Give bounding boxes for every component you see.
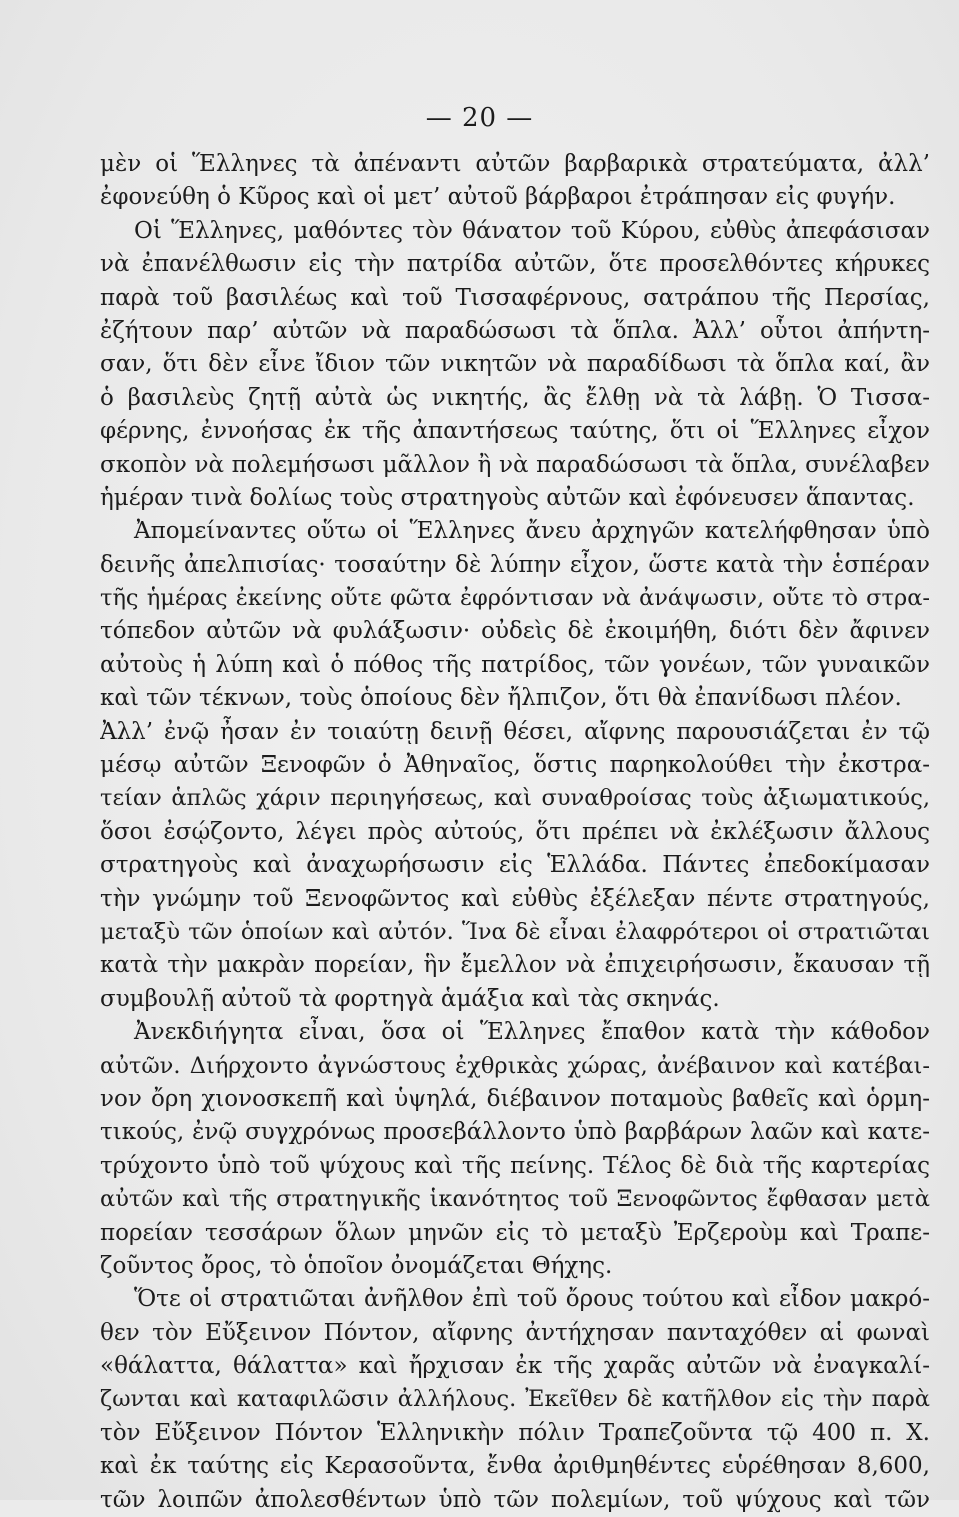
text-line: ἐφονεύθη ὁ Κῦρος καὶ οἱ μετ’ αὐτοῦ βάρβαροι ἐτράπησαν εἰς φυγήν. xyxy=(100,184,896,211)
text-line: σαν, ὅτι δὲν εἶνε ἴδιον τῶν νικητῶν νὰ παραδίδωσι τὰ ὅπλα καί, ἂν xyxy=(100,351,930,378)
text-line: «θάλαττα, θάλαττα» καὶ ἤρχισαν ἐκ τῆς χαρᾶς αὐτῶν νὰ ἐναγκαλί- xyxy=(100,1353,930,1380)
text-line: νον ὄρη χιονοσκεπῆ καὶ ὑψηλά, διέβαινον ποταμοὺς βαθεῖς καὶ ὁρμη- xyxy=(100,1085,930,1112)
text-line: Ἀνεκδιήγητα εἶναι, ὅσα οἱ Ἕλληνες ἔπαθον κατὰ τὴν κάθοδον xyxy=(134,1019,930,1046)
text-line: φέρνης, ἐννοήσας ἐκ τῆς ἀπαντήσεως ταύτης, ὅτι οἱ Ἕλληνες εἶχον xyxy=(100,418,930,445)
text-line: ἡμέραν τινὰ δολίως τοὺς στρατηγοὺς αὐτῶν καὶ ἐφόνευσεν ἅπαντας. xyxy=(100,484,915,511)
text-line: τῶν λοιπῶν ἀπολεσθέντων ὑπὸ τῶν πολεμίων, τοῦ ψύχους καὶ τῶν xyxy=(100,1486,930,1513)
text-line: τὸν Εὔξεινον Πόντον Ἑλληνικὴν πόλιν Τραπεζοῦντα τῷ 400 π. Χ. xyxy=(100,1419,930,1446)
text-line: τὴν γνώμην τοῦ Ξενοφῶντος καὶ εὐθὺς ἐξέλεξαν πέντε στρατηγούς, xyxy=(100,885,930,912)
text-line: καὶ ἐκ ταύτης εἰς Κερασοῦντα, ἔνθα ἀριθμηθέντες εὑρέθησαν 8,600, xyxy=(100,1453,930,1480)
text-line: αὐτοὺς ἡ λύπη καὶ ὁ πόθος τῆς πατρίδος, τῶν γονέων, τῶν γυναικῶν xyxy=(100,651,930,678)
text-line: Ἀπομείναντες οὕτω οἱ Ἕλληνες ἄνευ ἀρχηγῶν κατελήφθησαν ὑπὸ xyxy=(134,518,930,545)
text-line: Ὅτε οἱ στρατιῶται ἀνῆλθον ἐπὶ τοῦ ὄρους τούτου καὶ εἶδον μακρό- xyxy=(134,1286,930,1313)
text-line: τικούς, ἐνῷ συγχρόνως προσεβάλλοντο ὑπὸ βαρβάρων λαῶν καὶ κατε- xyxy=(100,1119,930,1146)
text-line: στρατηγοὺς καὶ ἀναχωρήσωσιν εἰς Ἑλλάδα. Πάντες ἐπεδοκίμασαν xyxy=(100,852,930,879)
text-line: μέσῳ αὐτῶν Ξενοφῶν ὁ Ἀθηναῖος, ὅστις παρηκολούθει τὴν ἐκστρα- xyxy=(100,752,930,779)
text-line: κατὰ τὴν μακρὰν πορείαν, ἣν ἔμελλον νὰ ἐπιχειρήσωσιν, ἔκαυσαν τῇ xyxy=(100,952,930,979)
text-line: μεταξὺ τῶν ὁποίων καὶ αὐτόν. Ἵνα δὲ εἶναι ἐλαφρότεροι οἱ στρατιῶται xyxy=(100,918,930,945)
text-line: παρὰ τοῦ βασιλέως καὶ τοῦ Τισσαφέρνους, σατράπου τῆς Περσίας, xyxy=(100,284,930,311)
text-line: ὁ βασιλεὺς ζητῇ αὐτὰ ὡς νικητής, ἂς ἔλθῃ νὰ τὰ λάβῃ. Ὁ Τισσα- xyxy=(100,384,930,411)
text-line: τείαν ἁπλῶς χάριν περιηγήσεως, καὶ συναθροίσας τοὺς ἀξιωματικούς, xyxy=(100,785,930,812)
text-line: ζωνται καὶ καταφιλῶσιν ἀλλήλους. Ἐκεῖθεν δὲ κατῆλθον εἰς τὴν παρὰ xyxy=(100,1386,930,1413)
text-line: αὐτῶν. Διήρχοντο ἀγνώστους ἐχθρικὰς χώρας, ἀνέβαινον καὶ κατέβαι- xyxy=(100,1052,930,1079)
text-line: καὶ τῶν τέκνων, τοὺς ὁποίους δὲν ἤλπιζον, ὅτι θὰ ἐπανίδωσι πλέον. xyxy=(100,685,902,712)
page-number: — 20 — xyxy=(425,103,534,133)
text-line: δεινῆς ἀπελπισίας· τοσαύτην δὲ λύπην εἶχον, ὥστε κατὰ τὴν ἑσπέραν xyxy=(100,551,930,578)
text-line: συμβουλῇ αὐτοῦ τὰ φορτηγὰ ἁμάξια καὶ τὰς σκηνάς. xyxy=(100,985,720,1012)
text-line: τῆς ἡμέρας ἐκείνης οὔτε φῶτα ἐφρόντισαν νὰ ἀνάψωσιν, οὔτε τὸ στρα- xyxy=(100,585,930,612)
text-line: τόπεδον αὐτῶν νὰ φυλάξωσιν· οὐδεὶς δὲ ἐκοιμήθη, διότι δὲν ἄφινεν xyxy=(100,618,930,645)
body-text xyxy=(100,148,930,1517)
text-line: σκοπὸν νὰ πολεμήσωσι μᾶλλον ἢ νὰ παραδώσωσι τὰ ὅπλα, συνέλαβεν xyxy=(100,451,930,478)
text-line: ὅσοι ἐσῴζοντο, λέγει πρὸς αὐτούς, ὅτι πρέπει νὰ ἐκλέξωσιν ἄλλους xyxy=(100,818,930,845)
text-line: τρύχοντο ὑπὸ τοῦ ψύχους καὶ τῆς πείνης. Τέλος δὲ διὰ τῆς καρτερίας xyxy=(100,1152,930,1179)
text-line: ζοῦντος ὄρος, τὸ ὁποῖον ὀνομάζεται Θήχης. xyxy=(100,1252,613,1279)
text-line: αὐτῶν καὶ τῆς στρατηγικῆς ἱκανότητος τοῦ Ξενοφῶντος ἔφθασαν μετὰ xyxy=(100,1186,930,1213)
text-line: νὰ ἐπανέλθωσιν εἰς τὴν πατρίδα αὐτῶν, ὅτε προσελθόντες κήρυκες xyxy=(100,251,930,278)
text-line: πορείαν τεσσάρων ὅλων μηνῶν εἰς τὸ μεταξὺ Ἐρζεροὺμ καὶ Τραπε- xyxy=(100,1219,930,1246)
text-line: Ἀλλ’ ἐνῷ ἦσαν ἐν τοιαύτῃ δεινῇ θέσει, αἴφνης παρουσιάζεται ἐν τῷ xyxy=(100,718,930,745)
text-line: μὲν οἱ Ἕλληνες τὰ ἀπέναντι αὐτῶν βαρβαρικὰ στρατεύματα, ἀλλ’ xyxy=(100,151,930,177)
text-line: θεν τὸν Εὔξεινον Πόντον, αἴφνης ἀντήχησαν πανταχόθεν αἱ φωναὶ xyxy=(100,1319,930,1346)
text-line: ἐζήτουν παρ’ αὐτῶν νὰ παραδώσωσι τὰ ὅπλα. Ἀλλ’ οὗτοι ἀπήντη- xyxy=(100,317,930,344)
text-line: Οἱ Ἕλληνες, μαθόντες τὸν θάνατον τοῦ Κύρου, εὐθὺς ἀπεφάσισαν xyxy=(134,217,930,244)
